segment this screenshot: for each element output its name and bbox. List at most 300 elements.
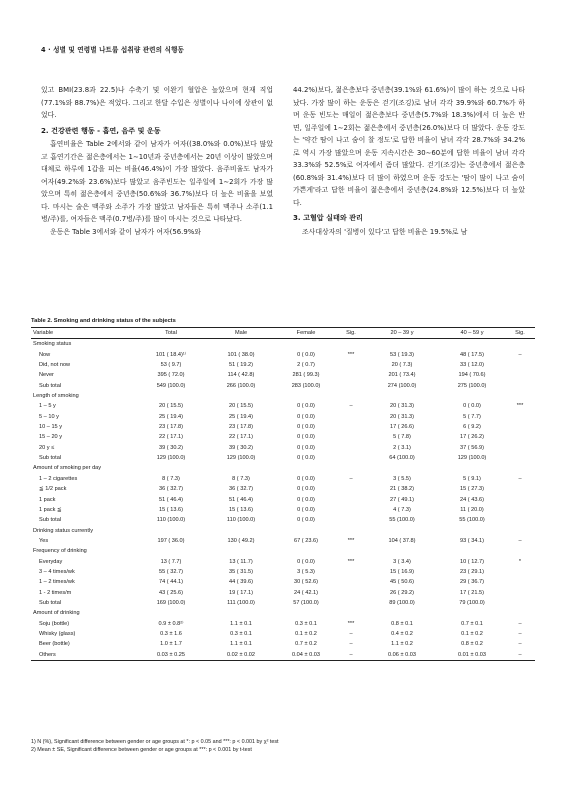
- table-cell: 0 ( 0.0): [297, 455, 315, 462]
- table-cell: 15 ( 27.3): [460, 486, 484, 493]
- table-cell: 48 ( 17.5): [460, 351, 484, 358]
- table-cell: 0 ( 0.0): [297, 434, 315, 441]
- table-cell: 114 ( 42.8): [227, 372, 255, 379]
- column-header: Variable: [31, 328, 135, 339]
- table-cell: 17 ( 21.5): [460, 589, 484, 596]
- significance-cell: *: [518, 558, 522, 565]
- significance-cell: –: [337, 650, 365, 661]
- row-label: Sub total: [39, 599, 62, 606]
- table-cell: 0 ( 0.0): [297, 403, 315, 410]
- table-cell: [135, 608, 207, 618]
- table-cell: 53 ( 9.7): [160, 362, 182, 369]
- paragraph: 44.2%)보다, 젊은층보다 중년층(39.1%와 61.6%)이 많이 하는 것으로 나타났다. 가장 많이 하는 운동은 걷기(조깅)로 남녀 각각 39.9%와 60.7%가 하며 운동 빈도는 매일이 젊은층보다 중년층(5.7%와 18.3%)에서 더 높은 반면, 일주일에 1∼2회는 젊은층에서 중년층(26.0%)보다 더 많았다. 운동 강도는 '약간 땀이 나고 숨이 찰 정도'로 답한 비율이 남녀 각각 28.7%와 34.2%로 역시 가장 많았으며 운동 지속시간은 30∼60분에 답한 비율이 남녀 각각 33.3%와 52.5%로 여자에서 좀더 많았다. 걷기(조깅)는 중년층에서 젊은층(60.8%와 31.4%)보다 더 많이 하였으며 운동 강도는 '땀이 많이 나고 숨이 가쁜게'라고 답한 비율이 젊은층에서 중년층(24.8%와 12.5%)보다 더 높았다.: [293, 86, 525, 207]
- column-header: Sig.: [337, 328, 365, 339]
- significance-cell: [337, 432, 365, 442]
- table-cell: 4 ( 7.3): [393, 506, 411, 513]
- table-cell: [135, 546, 207, 556]
- table-cell: 36 ( 32.7): [229, 486, 253, 493]
- row-label: Yes: [39, 537, 49, 544]
- table-cell: 3 ( 3.4): [393, 558, 411, 565]
- table-cell: 22 ( 17.1): [229, 434, 253, 441]
- table-cell: 74 ( 44.1): [159, 579, 183, 586]
- table-cell: [135, 463, 207, 473]
- table-cell: 0.02 ± 0.02: [207, 650, 275, 661]
- table-cell: 110 (100.0): [156, 517, 186, 524]
- significance-cell: [337, 370, 365, 380]
- table-cell: 0.8 ± 0.2: [461, 641, 483, 648]
- table-row: [31, 474, 535, 484]
- row-label: 1 pack ≦: [39, 506, 62, 513]
- table-cell: 0.03 ± 0.25: [135, 650, 207, 661]
- table-cell: 266 (100.0): [226, 382, 256, 389]
- table-cell: 57 (100.0): [293, 599, 319, 606]
- significance-cell: ***: [347, 558, 355, 565]
- table-cell: 27 ( 49.1): [390, 496, 414, 503]
- significance-cell: –: [349, 641, 353, 648]
- row-label: 10 – 15 y: [39, 424, 63, 431]
- table-cell: [275, 339, 337, 350]
- table-section-row: [31, 608, 535, 618]
- table-cell: 0.01 ± 0.03: [439, 650, 505, 661]
- row-label: 3 – 4 times/wk: [39, 568, 75, 575]
- table-row: [31, 536, 535, 546]
- table-cell: [207, 463, 275, 473]
- table-cell: 549 (100.0): [156, 382, 186, 389]
- table-caption: Table 2. Smoking and drinking status of the subjects: [31, 318, 176, 324]
- table-cell: 283 (100.0): [291, 382, 321, 389]
- table-row: [31, 432, 535, 442]
- paragraph: 있고 BMI(23.8과 22.5)나 수축기 및 이완기 혈압은 높았으며 현재 직업(77.1%와 88.7%)은 적었다. 그리고 한달 수입은 성별이나 나이에 상관이 없었다.: [41, 86, 273, 120]
- table-cell: 0 ( 0.0): [297, 444, 315, 451]
- significance-cell: [337, 515, 365, 525]
- significance-cell: [337, 463, 365, 473]
- table-cell: [135, 526, 207, 536]
- table-cell: [439, 526, 505, 536]
- table-cell: 24 ( 42.1): [294, 589, 318, 596]
- row-label: 20 y ≤: [39, 444, 55, 451]
- significance-cell: ***: [347, 537, 355, 544]
- significance-cell: ***: [516, 403, 524, 410]
- table-cell: 19 ( 17.1): [229, 589, 253, 596]
- table-cell: 13 ( 11.7): [229, 558, 253, 565]
- table-row: [31, 629, 535, 639]
- table-cell: 20 ( 15.5): [159, 403, 183, 410]
- table-cell: 0 ( 0.0): [297, 351, 315, 358]
- significance-cell: –: [518, 351, 522, 358]
- table-cell: [365, 339, 439, 350]
- table-cell: 53 ( 19.3): [390, 351, 414, 358]
- table-cell: 10 ( 12.7): [460, 558, 484, 565]
- significance-cell: [505, 412, 535, 422]
- table-section-row: [31, 391, 535, 401]
- table-row: [31, 443, 535, 453]
- table-cell: [207, 339, 275, 350]
- table-section-row: [31, 463, 535, 473]
- significance-cell: [337, 422, 365, 432]
- table-cell: 5 ( 7.7): [463, 413, 481, 420]
- table-cell: 15 ( 13.6): [229, 506, 253, 513]
- table-cell: [275, 608, 337, 618]
- table-cell: [275, 526, 337, 536]
- significance-cell: ***: [347, 620, 355, 627]
- table-cell: 0 ( 0.0): [297, 517, 315, 524]
- table-cell: 30 ( 52.6): [294, 579, 318, 586]
- table-row: [31, 495, 535, 505]
- significance-cell: [505, 391, 535, 401]
- table-cell: 26 ( 29.2): [390, 589, 414, 596]
- table-cell: 1.1 ± 0.2: [391, 641, 413, 648]
- table-cell: 281 ( 99.3): [292, 372, 320, 379]
- table-cell: 0.04 ± 0.03: [275, 650, 337, 661]
- significance-cell: [505, 432, 535, 442]
- significance-cell: [337, 443, 365, 453]
- row-label: Now: [39, 351, 51, 358]
- table-cell: [207, 391, 275, 401]
- significance-cell: [505, 484, 535, 494]
- table-cell: 111 (100.0): [227, 599, 255, 606]
- table-cell: 79 (100.0): [459, 599, 485, 606]
- table-cell: 130 ( 49.2): [227, 537, 255, 544]
- table-cell: 17 ( 26.6): [390, 424, 414, 431]
- significance-cell: [505, 546, 535, 556]
- table-section-row: [31, 546, 535, 556]
- table-row: [31, 360, 535, 370]
- table-cell: 0 ( 0.0): [297, 558, 315, 565]
- row-label: Soju (bottle): [39, 620, 70, 627]
- table-row: [31, 557, 535, 567]
- significance-cell: –: [518, 641, 522, 648]
- table-cell: [207, 608, 275, 618]
- table-cell: 15 ( 16.9): [390, 568, 414, 575]
- table-cell: 0.9 ± 0.8²⁾: [158, 620, 184, 627]
- table-cell: 67 ( 23.6): [294, 537, 318, 544]
- table-cell: 110 (100.0): [226, 517, 256, 524]
- row-label: Sub total: [39, 517, 62, 524]
- table-cell: 23 ( 17.8): [229, 424, 253, 431]
- row-label: Beer (bottle): [39, 641, 70, 648]
- significance-cell: –: [349, 475, 353, 482]
- column-header: Total: [135, 328, 207, 339]
- row-label: Others: [31, 650, 135, 661]
- table-cell: 0.3 ± 0.1: [230, 630, 252, 637]
- significance-cell: [505, 567, 535, 577]
- significance-cell: –: [518, 630, 522, 637]
- significance-cell: [337, 412, 365, 422]
- row-label: Amount of drinking: [33, 610, 80, 617]
- row-label: Length of smoking: [33, 393, 79, 400]
- significance-cell: [505, 381, 535, 391]
- table-row: [31, 650, 535, 661]
- table-cell: 13 ( 7.7): [160, 558, 182, 565]
- paragraph: 운동은 Table 3에서와 같이 남자가 여자(56.9%와: [50, 228, 201, 237]
- significance-cell: [505, 526, 535, 536]
- significance-cell: [337, 505, 365, 515]
- table-cell: 395 ( 72.0): [157, 372, 185, 379]
- table-header-row: [31, 328, 535, 339]
- table-cell: 33 ( 12.0): [460, 362, 484, 369]
- significance-cell: [337, 526, 365, 536]
- table-row: [31, 505, 535, 515]
- table-cell: 35 ( 31.5): [229, 568, 253, 575]
- significance-cell: [337, 577, 365, 587]
- table-cell: 3 ( 5.5): [393, 475, 411, 482]
- table-cell: 37 ( 56.9): [460, 444, 484, 451]
- table-cell: 25 ( 19.4): [159, 413, 183, 420]
- table-cell: 275 (100.0): [457, 382, 487, 389]
- table-cell: 39 ( 30.2): [159, 444, 183, 451]
- table-cell: [365, 391, 439, 401]
- significance-cell: [505, 422, 535, 432]
- table-row: [31, 619, 535, 629]
- row-label: Did, not now: [39, 362, 71, 369]
- table-cell: 0 ( 0.0): [297, 475, 315, 482]
- significance-cell: [337, 453, 365, 463]
- table-cell: [365, 546, 439, 556]
- row-label: 1 – 2 times/wk: [39, 579, 75, 586]
- table-row: [31, 567, 535, 577]
- table-cell: 8 ( 7.3): [162, 475, 180, 482]
- section-heading: 2. 건강관련 행동 - 흡연, 음주 및 운동: [41, 125, 161, 135]
- significance-cell: [337, 495, 365, 505]
- data-table: [31, 327, 535, 661]
- table-footnotes: [31, 738, 279, 754]
- table-cell: 23 ( 29.1): [460, 568, 484, 575]
- significance-cell: [337, 484, 365, 494]
- table-cell: 2 ( 0.7): [297, 362, 315, 369]
- table-cell: 25 ( 19.4): [229, 413, 253, 420]
- table-cell: [439, 339, 505, 350]
- significance-cell: [505, 339, 535, 350]
- right-text-column: [293, 84, 525, 239]
- table-cell: 274 (100.0): [387, 382, 417, 389]
- table-cell: 0.3 ± 0.1: [295, 620, 317, 627]
- row-label: Sub total: [39, 382, 62, 389]
- table-cell: 129 (100.0): [457, 455, 487, 462]
- column-header: 40 – 59 y: [439, 328, 505, 339]
- table-cell: 64 (100.0): [389, 455, 415, 462]
- significance-cell: [505, 360, 535, 370]
- table-cell: 101 ( 18.4)¹⁾: [155, 351, 187, 358]
- table-cell: 169 (100.0): [156, 599, 186, 606]
- row-label: 1 – 5 y: [39, 403, 56, 410]
- table-cell: 5 ( 9.1): [463, 475, 481, 482]
- table-cell: 3 ( 5.3): [297, 568, 315, 575]
- table-cell: 0 ( 0.0): [297, 424, 315, 431]
- table-row: [31, 639, 535, 649]
- row-label: Everyday: [39, 558, 63, 565]
- table-cell: 55 ( 32.7): [159, 568, 183, 575]
- significance-cell: –: [518, 620, 522, 627]
- table-cell: 20 ( 31.3): [390, 403, 414, 410]
- table-cell: 51 ( 19.2): [229, 362, 253, 369]
- table-cell: [207, 546, 275, 556]
- table-cell: 20 ( 7.3): [391, 362, 413, 369]
- table-cell: 8 ( 7.3): [232, 475, 250, 482]
- row-label: 1 pack: [39, 496, 56, 503]
- significance-cell: [337, 608, 365, 618]
- table-section-row: [31, 526, 535, 536]
- table-cell: 104 ( 37.8): [388, 537, 416, 544]
- significance-cell: [337, 391, 365, 401]
- table-row: [31, 381, 535, 391]
- table-row: [31, 453, 535, 463]
- significance-cell: –: [349, 630, 353, 637]
- footnote: 2) Mean ± SE, Significant difference between gender or age groups at ***: p < 0.001 by t-test: [31, 747, 252, 754]
- significance-cell: [505, 463, 535, 473]
- table-row: [31, 422, 535, 432]
- table-cell: 0 ( 0.0): [463, 403, 481, 410]
- table-cell: 51 ( 46.4): [229, 496, 253, 503]
- significance-cell: –: [518, 475, 522, 482]
- row-label: Whisky (glass): [39, 630, 76, 637]
- table-cell: 0.06 ± 0.03: [365, 650, 439, 661]
- row-label: Sub total: [39, 455, 62, 462]
- significance-cell: [337, 588, 365, 598]
- table-cell: 24 ( 43.6): [460, 496, 484, 503]
- table-cell: 51 ( 46.4): [159, 496, 183, 503]
- column-header: Male: [207, 328, 275, 339]
- table-cell: 129 (100.0): [226, 455, 256, 462]
- table-cell: 23 ( 17.8): [159, 424, 183, 431]
- running-header: 4 · 성별 및 연령별 나트륨 섭취량 관련의 식행동: [41, 46, 184, 54]
- row-label: Drinking status currently: [33, 527, 93, 534]
- table-cell: 0 ( 0.0): [297, 496, 315, 503]
- table-cell: [135, 339, 207, 350]
- table-cell: 1.0 ± 1.7: [160, 641, 182, 648]
- table-cell: 0.7 ± 0.1: [461, 620, 483, 627]
- table-cell: 0 ( 0.0): [297, 506, 315, 513]
- table-cell: 20 ( 15.5): [229, 403, 253, 410]
- table-cell: [439, 608, 505, 618]
- table-cell: 201 ( 73.4): [388, 372, 416, 379]
- table-cell: [365, 608, 439, 618]
- row-label: 5 – 10 y: [39, 413, 59, 420]
- table-cell: 15 ( 13.6): [159, 506, 183, 513]
- table-cell: 39 ( 30.2): [229, 444, 253, 451]
- significance-cell: [505, 495, 535, 505]
- table-cell: 44 ( 39.6): [229, 579, 253, 586]
- table-row: [31, 515, 535, 525]
- column-header: Sig.: [505, 328, 535, 339]
- significance-cell: ***: [347, 351, 355, 358]
- row-label: 1 - 2 times/m: [39, 589, 72, 596]
- table-cell: 55 (100.0): [389, 517, 415, 524]
- significance-cell: [505, 515, 535, 525]
- table-row: [31, 350, 535, 360]
- table-cell: 101 ( 38.0): [227, 351, 255, 358]
- table-cell: [207, 526, 275, 536]
- significance-cell: [505, 443, 535, 453]
- table-row: [31, 577, 535, 587]
- row-label: Amount of smoking per day: [33, 465, 102, 472]
- table-cell: [135, 391, 207, 401]
- table-cell: 0.1 ± 0.2: [461, 630, 483, 637]
- paragraph: 흡연비율은 Table 2에서와 같이 남자가 여자((38.0%와 0.0%)보다 많았고 흡연기간은 젊은층에서는 1∼10년과 중년층에서는 20년 이상이 많았으며 대체로 하루에 1갑을 피는 비율(46.4%)이 가장 많았다. 음주비율도 남자가 여자(49.2%와 23.6%)보다 많았고 음주빈도는 일주일에 1∼2회가 가장 많았으며 특히 젊은층에서 중년층(50.6%와 36.7%)보다 더 높은 비율을 보였다. 마시는 술은 맥주와 소주가 가장 많았고 남자들은 특히 맥주나 소주(1.1병/주)를, 여자들은 맥주(0.7병/주)를 많이 마시는 것으로 나타났다.: [41, 140, 273, 224]
- significance-cell: [337, 567, 365, 577]
- table-row: [31, 401, 535, 411]
- significance-cell: [505, 370, 535, 380]
- significance-cell: [505, 505, 535, 515]
- column-header: 20 – 39 y: [365, 328, 439, 339]
- significance-cell: [337, 360, 365, 370]
- table-cell: 194 ( 70.6): [458, 372, 486, 379]
- significance-cell: –: [505, 650, 535, 661]
- table-body: [31, 339, 535, 661]
- table-row: [31, 484, 535, 494]
- footnote: 1) N (%), Significant difference between gender or age groups at *: p < 0.05 and ***: p < 0.001 by χ² test: [31, 739, 279, 745]
- significance-cell: [505, 608, 535, 618]
- row-label: 15 – 20 y: [39, 434, 63, 441]
- table-cell: [439, 391, 505, 401]
- column-header: Female: [275, 328, 337, 339]
- table-cell: 0.7 ± 0.2: [295, 641, 317, 648]
- table-cell: 45 ( 50.6): [390, 579, 414, 586]
- significance-cell: [337, 598, 365, 608]
- row-label: Smoking status: [33, 341, 72, 348]
- table-cell: [365, 463, 439, 473]
- table-cell: 1.1 ± 0.1: [230, 620, 252, 627]
- row-label: 1 – 2 cigarettes: [39, 475, 78, 482]
- table-cell: 21 ( 38.2): [390, 486, 414, 493]
- table-row: [31, 598, 535, 608]
- significance-cell: –: [349, 403, 353, 410]
- table-cell: 43 ( 25.6): [159, 589, 183, 596]
- table-cell: 22 ( 17.1): [159, 434, 183, 441]
- table-section-row: [31, 339, 535, 350]
- table-cell: [275, 463, 337, 473]
- significance-cell: [505, 598, 535, 608]
- table-row: [31, 412, 535, 422]
- table-cell: 0 ( 0.0): [297, 486, 315, 493]
- row-label: Frequency of drinking: [33, 548, 87, 555]
- table-cell: 89 (100.0): [389, 599, 415, 606]
- table-cell: 0 ( 0.0): [297, 413, 315, 420]
- table-cell: 17 ( 26.2): [460, 434, 484, 441]
- table-cell: [365, 526, 439, 536]
- significance-cell: [505, 588, 535, 598]
- table-cell: 11 ( 20.0): [460, 506, 484, 513]
- table-cell: 0.3 ± 1.6: [160, 630, 182, 637]
- table-cell: 197 ( 36.0): [157, 537, 185, 544]
- table-cell: 0.1 ± 0.2: [295, 630, 317, 637]
- significance-cell: [505, 453, 535, 463]
- row-label: Never: [39, 372, 54, 379]
- table-cell: 55 (100.0): [459, 517, 485, 524]
- table-cell: 6 ( 9.2): [463, 424, 481, 431]
- section-heading: 3. 고혈압 실태와 관리: [293, 213, 363, 223]
- table-row: [31, 588, 535, 598]
- table-cell: 2 ( 3.1): [393, 444, 411, 451]
- significance-cell: [505, 577, 535, 587]
- table-cell: 0.4 ± 0.2: [391, 630, 413, 637]
- paragraph: 조사대상자의 '질병이 있다'고 답한 비율은 19.5%로 남: [302, 228, 468, 237]
- table-cell: 20 ( 31.3): [390, 413, 414, 420]
- table-cell: 36 ( 32.7): [159, 486, 183, 493]
- table-row: [31, 370, 535, 380]
- table-cell: [439, 463, 505, 473]
- table-cell: 129 (100.0): [156, 455, 186, 462]
- table-cell: 29 ( 36.7): [460, 579, 484, 586]
- table-cell: 5 ( 7.8): [393, 434, 411, 441]
- table-cell: 1.1 ± 0.1: [230, 641, 252, 648]
- table-cell: 0.8 ± 0.1: [391, 620, 413, 627]
- table-cell: 93 ( 34.1): [460, 537, 484, 544]
- table-cell: [275, 546, 337, 556]
- significance-cell: [337, 381, 365, 391]
- significance-cell: –: [518, 537, 522, 544]
- row-label: ≦ 1/2 pack: [39, 486, 67, 493]
- table-cell: [275, 391, 337, 401]
